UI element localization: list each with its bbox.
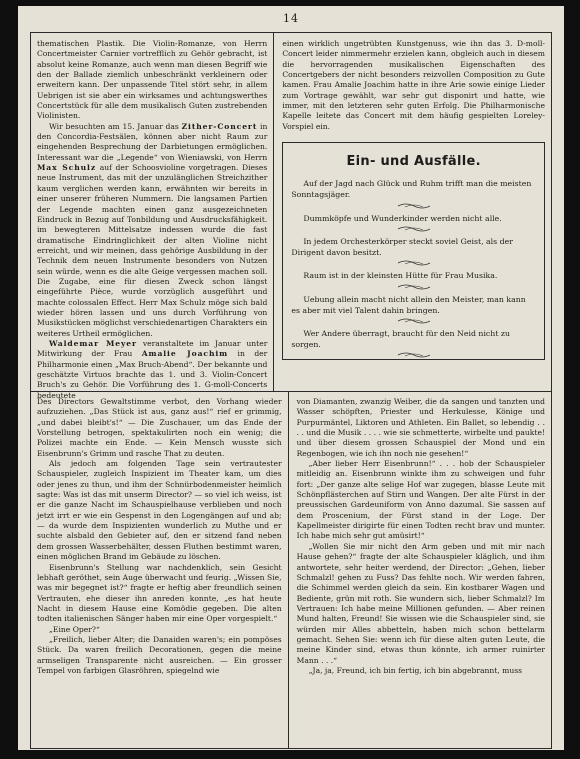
aphorism: Dummköpfe und Wunderkinder werden nicht alle.: [303, 213, 502, 223]
aphorism: Wer Andere überragt, braucht für den Neid nicht zu sorgen.: [291, 329, 511, 349]
text: veranstaltete im Januar unter Mitwirkung der Frau: [37, 338, 268, 359]
box-title: Ein- und Ausfälle.: [346, 154, 481, 170]
paragraph: Als jedoch am folgenden Tage sein vertrautester Schauspieler, zugleich Inspizient im Theater kam, um dies oder jenes zu thun, und ihm der Schnürbodenmeister heimlich sagte: Was ist das mit unserm Director? — so viel ich weiss, ist er die ganze Nacht im Schauspielhause verblieben und noch jetzt irrt er wie ein Gespenst in den Logengängen auf und ab; — da wurde dem Inspizienten wunderlich zu Muthe und er suchte alsbald den Gebieter auf, den er sitzend fand neben dem grossen Wasserbehälter, dessen Fluthen bestimmt waren, einen möglichen Brand im Gebäude zu löschen.: [37, 459, 282, 562]
paragraph: [37, 122, 267, 339]
emphasis: Zither-Concert: [181, 121, 258, 131]
bottom-right-column: [289, 392, 551, 748]
paragraph: Des Directors Gewaltstimme verbot, den Vorhang wieder aufzuziehen. „Das Stück ist aus, ganz aus!“ rief er grimmig, „und dabei bleibt's!“ — Die Zuschauer, um das Ende der Vorstellung betrogen, spektakulirten noch ein wenig; die Polizei machte ein Ende. — Kein Mensch wusste sich Eisenbrunn's Grimm und rasche That zu deuten.: [37, 397, 282, 458]
aphorism: Auf der Jagd nach Glück und Ruhm trifft man die meisten Sonntagsjäger.: [291, 179, 532, 200]
paragraph: „Aber lieber Herr Eisenbrunn!“ . . . hob der Schauspieler mitleidig an. Eisenbrunn winkte ihm zu schweigen und fuhr fort: „Der ganze alte selige Hof war zugegen, blasse Leute mit Schönpflästerchen auf Stirn und Wangen. Der alte Fürst in der preussischen Gardeuniform von Anno dazumal. Sie sassen auf dem Proscenium, der Fürst stand in der Loge. Der Kapellmeister dirigirte für einen Todten recht brav und munter. Ich habe mich sehr gut amüsirt!“: [296, 459, 545, 541]
paragraph: einen wirklich ungetrübten Kunstgenuss, wie ihn das 3. D-moll-Concert leider nimmermehr erzielen kann, obgleich auch in diesem die hervorragenden musikalischen Eigenschaften des Concertgebers der nicht besonders reizvollen Composition zu Gute kamen. Frau Amalie Joachim hatte in ihre Arie sowie einige Lieder zum Vortrage gewählt, war sehr gut disponirt und hatte, wie immer, mit den letzteren sehr guten Erfolg. Die Philharmonische Kapelle leitete das Concert mit dem häufig gespielten Loreley-Vorspiel ein.: [282, 39, 545, 131]
emphasis: Amalie Joachim: [141, 349, 229, 359]
paragraph: „Eine Oper?“: [49, 624, 100, 634]
paragraph: Eisenbrunn's Stellung war nachdenklich, sein Gesicht lebhaft geröthet, sein Auge überwacht und feurig. „Wissen Sie, was mir begegnet ist?“ fragte er heftig aber freundlich seinen Vertrauten, ehe dieser ihn anreden konnte, „es hat heute Nacht in diesem Hause eine Komödie gegeben. Die alten todten italienischen Sänger haben mir eine Oper vorgespielt.“: [37, 562, 282, 624]
ornament-icon: [397, 351, 431, 359]
aphorism-box: [282, 142, 545, 360]
paragraph: von Diamanten, zwanzig Weiber, die da sangen und tanzten und Wasser schöpften, Priester und Herkulesse, Könige und Purpurmäntel, Liktoren und Athleten. Ein Ballet, so lebendig . . . . und die Musik . . . . wie sie schmetterte, wirbelte und paukte! und über diesem grossen Schauspiel der Mond und ein Regenbogen, wie ich ihn noch nie gesehen!“: [296, 397, 545, 458]
top-right-column: [274, 33, 551, 391]
aphorism: In jedem Orchesterkörper steckt soviel Geist, als der Dirigent davon besitzt.: [291, 237, 513, 257]
aphorism: Raum ist in der kleinsten Hütte für Frau Musika.: [303, 271, 498, 281]
paragraph: „Ja, ja, Freund, ich bin fertig, ich bin abgebrannt, muss: [308, 665, 523, 675]
text: Wir besuchten am 15. Januar das: [49, 121, 179, 131]
text: in der Philharmonie einen „Max Bruch-Abend“. Der bekannte und geschätzte Virtuos brachte das 1. und 3. Violin-Concert Bruch's zu Gehör. Die Vorführung des 1. G-moll-Concerts bedeutete: [37, 349, 268, 400]
aphorism: Uebung allein macht nicht allein den Meister, man kann es aber mit viel Talent dahin bringen.: [291, 295, 526, 315]
emphasis: Max Schulz: [37, 163, 97, 173]
ornament-icon: [397, 225, 431, 233]
paragraph: thematischen Plastik. Die Violin-Romanze, von Herrn Concertmeister Carnier vortrefflich zu Gehör gebracht, ist absolut keine Romanze, auch wenn man diesen Begriff wie den der Ballade ziemlich unbeschränkt verkleinern oder erweitern kann. Der unpassende Titel stört sehr, in allem Uebrigen ist sie aber ein wirksames und achtungswerthes Concertstück für alle dem musikalisch Guten zustrebenden Violinisten.: [37, 39, 268, 121]
top-left-column: [31, 33, 274, 400]
page: [18, 6, 564, 750]
paragraph: „Wollen Sie mir nicht den Arm geben und mit mir nach Hause gehen?“ fragte der alte Schauspieler kläglich, und ihm antwortete, sehr heiter werdend, der Director: „Gehen, lieber Schmalzl! gehen zu Fuss? Das fehlte noch. Wir werden fahren, die Schimmel werden gleich da sein. Ein kostbarer Wagen und Bediente, grün mit roth. Sie wundern sich, lieber Schmalzl? Im Vertrauen: Ich habe meine Millionen gefunden. — Aber reinen Mund halten, Freund! Sie wissen wie die Schauspieler sind, sie würden mir Alles abbetteln, haben mich schon bettelarm gemacht. Sehen Sie: wenn ich für diese alten guten Leute, die meine Kinder sind, etwas thun könnte, ich armer ruinirter Mann . . .“: [296, 541, 545, 665]
text: auf der Schoosvioline vorgetragen. Dieses neue Instrument, das mit der unzulänglichen Streichzither kaum verglichen werden kann, erwähnten wir bereits in einer unserer früheren Nummern. Die langsamen Partien der Legende machten einen ganz ausgezeichneten Eindruck in Bezug auf Tonbildung und Ausdrucksfähigkeit. im bewegteren Mittelsatze indessen wurde die fast dramatische Eindringlichkeit der alten Violine nicht erreicht, und wir meinen, dass gehörige Ausbildung in der Technik dem neuen Instrumente besonders von Nutzen sein würde, wenn es die alte Geige vergessen machen soll. Die Zugabe, eine für diesen Zweck schon längst eingeführte Pièce, wurde vorzüglich ausgeführt und machte colossalen Effect. Herr Max Schulz möge sich bald wieder hören lassen und uns durch Vorführung von Musikstücken möglichst verschiedenartigen Charakters ein weiteres Urtheil ermöglichen.: [37, 163, 268, 338]
emphasis: Waldemar Meyer: [49, 338, 137, 348]
content-frame: [30, 32, 552, 749]
ornament-icon: [397, 202, 431, 210]
page-number: 14: [283, 12, 299, 25]
bottom-section: [31, 392, 551, 748]
top-section: [31, 33, 551, 400]
ornament-icon: [397, 317, 431, 325]
bottom-left-column: [31, 392, 289, 748]
ornament-icon: [397, 283, 431, 291]
paragraph: „Freilich, lieber Alter; die Danaiden waren's; ein pompöses Stück. Da waren freilich Decorationen, gegen die meine armseligen Transparente nicht ausreichen. — Ein grosser Tempel von farbigen Glasröhren, spiegelnd wie: [37, 634, 282, 675]
text: in den Concordia-Festsälen, können aber nicht Raum zur eingehenden Besprechung der Darbietungen ermöglichen. Interessant war die „Legende“ von Wieniawski, von Herrn: [37, 121, 268, 162]
ornament-icon: [397, 259, 431, 267]
